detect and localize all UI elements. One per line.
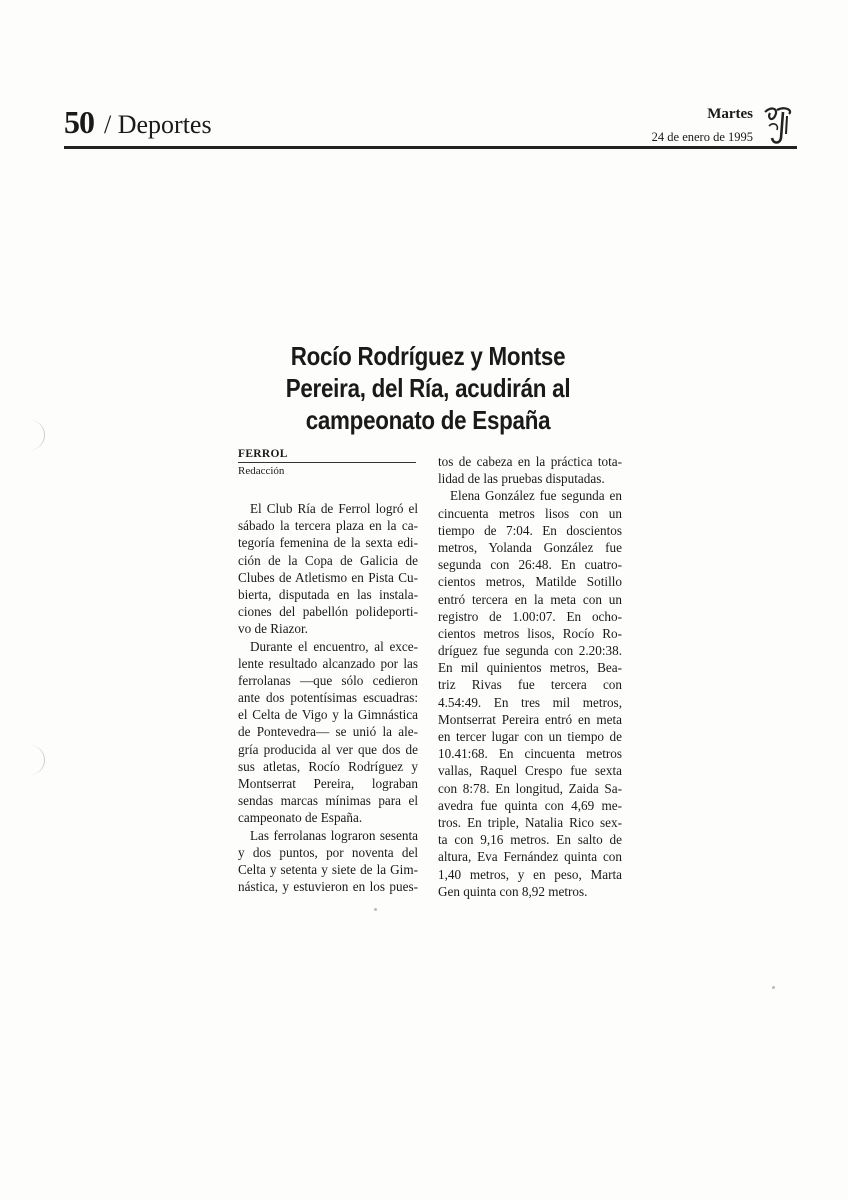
article-text-line: Clubes de Atletismo en Pista Cu- [238,569,418,585]
header-rule [64,146,797,149]
article-text-line: Gen quinta con 8,92 metros. [438,883,588,899]
article-text-line: 1,40 metros, y en peso, Marta [438,866,622,882]
article-text-line: lidad de las pruebas disputadas. [438,471,605,487]
article-text-line: ciones del pabellón polideporti- [238,604,418,620]
article-text-line: avedra fue quinta con 4,69 me- [438,797,622,813]
article-text-line: 4.54:49. En tres mil metros, [438,694,622,710]
newspaper-logo-icon [761,104,797,146]
article-text-line: tros. En triple, Natalia Rico sex- [438,814,622,830]
article-text-line: dríguez fue segunda con 2.20:38. [438,643,622,659]
article-column-left [238,500,418,895]
article-text-line: Durante el encuentro, al exce- [250,638,418,654]
article-text-line: y dos puntos, por noventa del [238,844,418,860]
headline-line: Pereira, del Ría, acudirán al [285,373,571,403]
article-text-line: vo de Riazor. [238,621,308,637]
article-text-line: nástica, y estuvieron en los pues- [238,879,418,895]
article-text-line: tiempo de 7:04. En doscientos [438,522,622,538]
byline-rule [238,462,416,463]
header-day: Martes [707,106,753,122]
article-text-line: bierta, disputada en las instala- [238,586,418,602]
article-text-line: Elena González fue segunda en [450,488,622,504]
article-text-line: triz Rivas fue tercera con [438,677,622,693]
article-text-line: de Pontevedra— se unió la ale- [238,724,418,740]
article-text-line: campeonato de España. [238,810,363,826]
article-text-line: cincuenta metros lisos con un [438,505,622,521]
article-text-line: En mil quinientos metros, Bea- [438,660,622,676]
headline [265,340,592,436]
page-header [64,100,797,152]
article-text-line: ferrolanas —que sólo cedieron [238,672,418,688]
article-text-line: cientos metros lisos, Rocío Ro- [438,625,622,641]
article-text-line: segunda con 26:48. En cuatro- [438,557,622,573]
headline-line: campeonato de España [305,405,551,435]
article-text-line: metros, Yolanda González fue [438,539,622,555]
article-text-line: registro de 1.00:07. En ocho- [438,608,622,624]
article-text-line: tos de cabeza en la práctica tota- [438,454,622,469]
article-text-line: sábado la tercera plaza en la ca- [238,518,418,534]
article-text-line: ta con 9,16 metros. En salto de [438,832,622,848]
byline [238,448,416,477]
article-text-line: el Celta de Vigo y la Gimnástica [238,707,418,723]
article-text-line: sendas marcas mínimas para el [238,793,418,809]
article-text-line: Montserrat Pereira, lograban [238,776,418,791]
article-text-line: entró tercera en la meta con un [438,591,622,607]
article-text-line: con 8:78. En longitud, Zaida Sa- [438,780,622,796]
article-text-line: ante dos potentísimas escuadras: [238,690,418,706]
scan-speck [772,986,775,989]
header-date: 24 de enero de 1995 [651,130,753,144]
article-text-line: cientos metros, Matilde Sotillo [438,574,622,590]
page-number: 50 [64,104,94,140]
article-text-line: Las ferrolanas lograron sesenta [250,827,418,843]
article-text-line: Montserrat Pereira entró en meta [438,711,622,727]
punch-hole-mark [14,420,45,450]
article-text-line: altura, Eva Fernández quinta con [438,849,622,865]
article-column-right [438,453,622,900]
article-text-line: 10.41:68. En cincuenta metros [438,746,622,762]
punch-hole-mark [14,745,45,775]
article-text-line: vallas, Raquel Crespo fue sexta [438,763,622,779]
article-text-line: El Club Ría de Ferrol logró el [250,501,418,516]
article-text-line: gría producida al ver que dos de [238,741,418,757]
article-text-line: en tercer lugar con un tiempo de [438,729,622,744]
article-text-line: lente resultado alcanzado por las [238,655,418,671]
byline-city: FERROL [238,448,288,460]
byline-staff: Redacción [238,465,285,477]
section-name: / Deportes [104,110,212,139]
article-text-line: ción de la Copa de Galicia de [238,552,418,568]
article-text-line: sus atletas, Rocío Rodríguez y [238,758,418,774]
article-text-line: Celta y setenta y siete de la Gim- [238,861,418,877]
article-text-line: tegoría femenina de la sexta edi- [238,535,418,551]
headline-line: Rocío Rodríguez y Montse [290,341,566,371]
scan-speck [374,908,377,911]
